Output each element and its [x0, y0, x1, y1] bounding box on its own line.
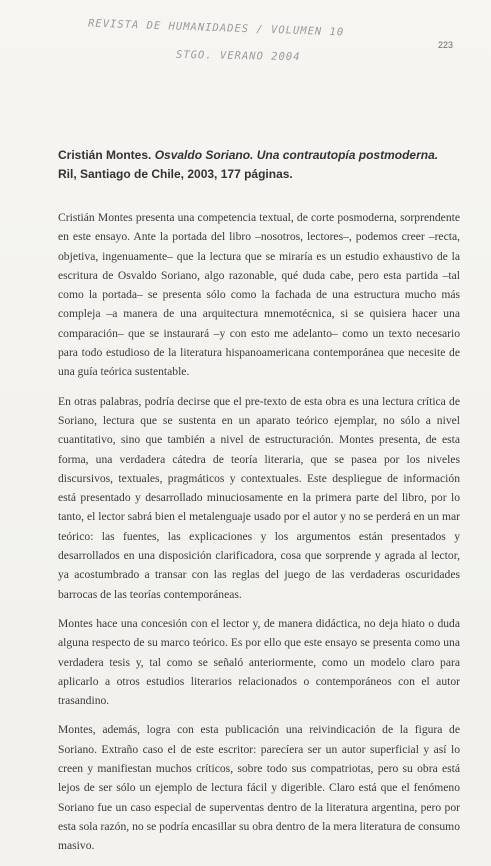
paragraph: En otras palabras, podría decirse que el pre-texto de esta obra es una lectura crítica de Soriano, lectura que se sustenta en un aparato teórico ejemplar, no sólo a nivel cuantitativo, sino que también a nivel de estructuración. Montes presenta, de esta forma, una verdadera cátedra de teoría literaria, que se pasea por los niveles discursivos, textuales, pragmáticos y contextuales. Este despliegue de información está presentado y desarrollado minuciosamente en la primera parte del libro, por lo tanto, el lector sabrá bien el metalenguaje usado por el autor y no se perderá en un mar teórico: las fuentes, las explicaciones y los argumentos están presentados y desarrollados en una disposición clarificadora, cosa que sorprende y agrada al lector, ya acostumbrado a transar con las reglas del juego de las verdaderas oscuridades barrocas de las teorías contemporáneas. — [58, 394, 460, 601]
review-body — [58, 208, 460, 866]
paragraph: Montes hace una concesión con el lector y, de manera didáctica, no deja hiato o duda alguna respecto de su marco teórico. Es por ello que este ensayo se presenta como una verdadera tesis y, tal como se señaló anteriormente, como un modelo claro para aplicarlo a otros estudios literarios relacionados o contemporáneos con el autor trasandino. — [58, 616, 460, 708]
handwritten-note-line1: REVISTA DE HUMANIDADES / VOLUMEN 10 — [87, 17, 345, 39]
handwritten-note-line2: STGO. VERANO 2004 — [175, 48, 301, 64]
reference-publisher: Ril, Santiago de Chile, 2003, 177 páginas. — [58, 167, 293, 181]
paragraph: Montes, además, logra con esta publicación una reivindicación de la figura de Soriano. Extraño caso el de este escritor: parecíera ser un autor superficial y así lo creen y manifiestan muchos críticos, sobre todo sus compatriotas, pero su obra está lejos de ser sólo un ejemplo de lectura fácil y digerible. Claro está que el fenómeno Soriano fue un caso especial de superventas dentro de la literatura argentina, pero por esta sola razón, no se podría encasillar su obra dentro de la mera literatura de consumo masivo. — [58, 723, 460, 853]
reference-title: Una contrautopía postmoderna. — [256, 148, 439, 162]
reference-author: Cristián Montes. — [58, 148, 152, 162]
book-reference — [58, 146, 460, 184]
paragraph: Cristián Montes presenta una competencia textual, de corte posmoderna, sorprendente en este ensayo. Ante la portada del libro –nosotros, lectores–, podemos creer –recta, objetiva, ingenuamente– que la lectura que se miraría es un estudio exhaustivo de la escritura de Osvaldo Soriano, algo razonable, qué duda cabe, pero esta partida –tal como la portada– se presenta sólo como la fachada de una estructura mucho más compleja –a manera de una arquitectura mnemotécnica, si se quisiera hacer una comparación– que se instaurará –y con esto me adelanto– como un texto necesario para todo estudioso de la literatura hispanoamericana contemporánea que necesite de una guía teórica sustentable. — [58, 211, 460, 379]
reference-subject-author: Osvaldo Soriano. — [154, 148, 254, 162]
page-number: 223 — [437, 40, 453, 50]
